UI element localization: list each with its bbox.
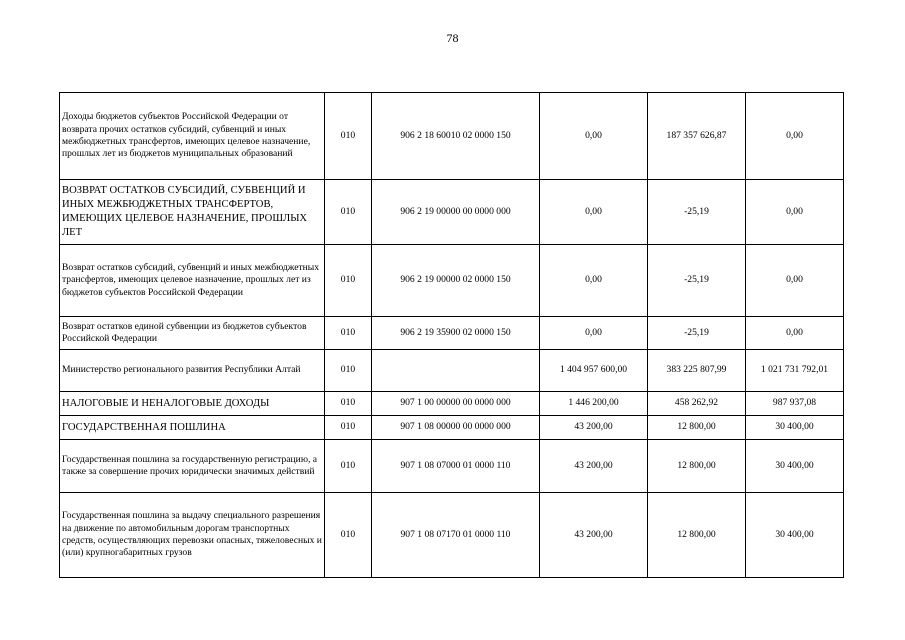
row-budget-code — [372, 350, 540, 392]
table-row — [60, 416, 844, 440]
row-budget-code: 906 2 19 35900 02 0000 150 — [372, 317, 540, 350]
page-number: 78 — [446, 31, 459, 45]
row-value-2: 12 800,00 — [648, 440, 746, 493]
row-value-3: 0,00 — [746, 180, 844, 245]
row-name: Возврат остатков единой субвенции из бюджетов субъектов Российской Федерации — [60, 317, 325, 350]
row-name: Государственная пошлина за государственную регистрацию, а также за совершение прочих юридически значимых действий — [60, 440, 325, 493]
row-line-code: 010 — [325, 245, 372, 317]
table-row — [60, 392, 844, 416]
row-value-2: 383 225 807,99 — [648, 350, 746, 392]
row-value-3: 0,00 — [746, 317, 844, 350]
row-line-code: 010 — [325, 392, 372, 416]
row-value-2: -25,19 — [648, 317, 746, 350]
row-name: Министерство регионального развития Республики Алтай — [60, 350, 325, 392]
row-value-2: 458 262,92 — [648, 392, 746, 416]
row-value-1: 0,00 — [540, 93, 648, 180]
row-value-1: 43 200,00 — [540, 440, 648, 493]
table-row — [60, 93, 844, 180]
row-value-1: 0,00 — [540, 180, 648, 245]
row-value-2: 12 800,00 — [648, 416, 746, 440]
row-line-code: 010 — [325, 180, 372, 245]
row-value-3: 0,00 — [746, 93, 844, 180]
row-name: НАЛОГОВЫЕ И НЕНАЛОГОВЫЕ ДОХОДЫ — [60, 392, 325, 416]
row-value-3: 30 400,00 — [746, 416, 844, 440]
row-line-code: 010 — [325, 493, 372, 578]
row-budget-code: 906 2 19 00000 00 0000 000 — [372, 180, 540, 245]
row-value-2: -25,19 — [648, 180, 746, 245]
table-row — [60, 440, 844, 493]
row-budget-code: 907 1 08 07170 01 0000 110 — [372, 493, 540, 578]
row-line-code: 010 — [325, 440, 372, 493]
row-value-3: 30 400,00 — [746, 440, 844, 493]
row-value-2: -25,19 — [648, 245, 746, 317]
row-value-1: 1 404 957 600,00 — [540, 350, 648, 392]
table-row — [60, 317, 844, 350]
row-budget-code: 906 2 19 00000 02 0000 150 — [372, 245, 540, 317]
row-value-1: 1 446 200,00 — [540, 392, 648, 416]
row-line-code: 010 — [325, 416, 372, 440]
table-row — [60, 245, 844, 317]
row-value-2: 187 357 626,87 — [648, 93, 746, 180]
row-value-1: 0,00 — [540, 245, 648, 317]
row-line-code: 010 — [325, 317, 372, 350]
row-budget-code: 907 1 00 00000 00 0000 000 — [372, 392, 540, 416]
budget-table — [59, 92, 844, 578]
row-name: Доходы бюджетов субъектов Российской Федерации от возврата прочих остатков субсидий, субвенций и иных межбюджетных трансфертов, имеющих целевое назначение, прошлых лет из бюджетов муниципальных образований — [60, 93, 325, 180]
row-name: Государственная пошлина за выдачу специального разрешения на движение по автомобильным дорогам транспортных средств, осуществляющих перевозки опасных, тяжеловесных и (или) крупногабаритных грузов — [60, 493, 325, 578]
row-line-code: 010 — [325, 93, 372, 180]
row-value-1: 0,00 — [540, 317, 648, 350]
row-value-1: 43 200,00 — [540, 416, 648, 440]
row-value-1: 43 200,00 — [540, 493, 648, 578]
row-budget-code: 907 1 08 00000 00 0000 000 — [372, 416, 540, 440]
row-name: Возврат остатков субсидий, субвенций и иных межбюджетных трансфертов, имеющих целевое назначение, прошлых лет из бюджетов субъектов Российской Федерации — [60, 245, 325, 317]
row-name: ВОЗВРАТ ОСТАТКОВ СУБСИДИЙ, СУБВЕНЦИЙ И ИНЫХ МЕЖБЮДЖЕТНЫХ ТРАНСФЕРТОВ, ИМЕЮЩИХ ЦЕЛЕВОЕ НАЗНАЧЕНИЕ, ПРОШЛЫХ ЛЕТ — [60, 180, 325, 245]
row-budget-code: 906 2 18 60010 02 0000 150 — [372, 93, 540, 180]
table-row — [60, 493, 844, 578]
row-value-3: 30 400,00 — [746, 493, 844, 578]
table-row — [60, 180, 844, 245]
row-value-3: 1 021 731 792,01 — [746, 350, 844, 392]
table-row — [60, 350, 844, 392]
row-budget-code: 907 1 08 07000 01 0000 110 — [372, 440, 540, 493]
row-name: ГОСУДАРСТВЕННАЯ ПОШЛИНА — [60, 416, 325, 440]
row-value-3: 0,00 — [746, 245, 844, 317]
row-line-code: 010 — [325, 350, 372, 392]
row-value-2: 12 800,00 — [648, 493, 746, 578]
row-value-3: 987 937,08 — [746, 392, 844, 416]
